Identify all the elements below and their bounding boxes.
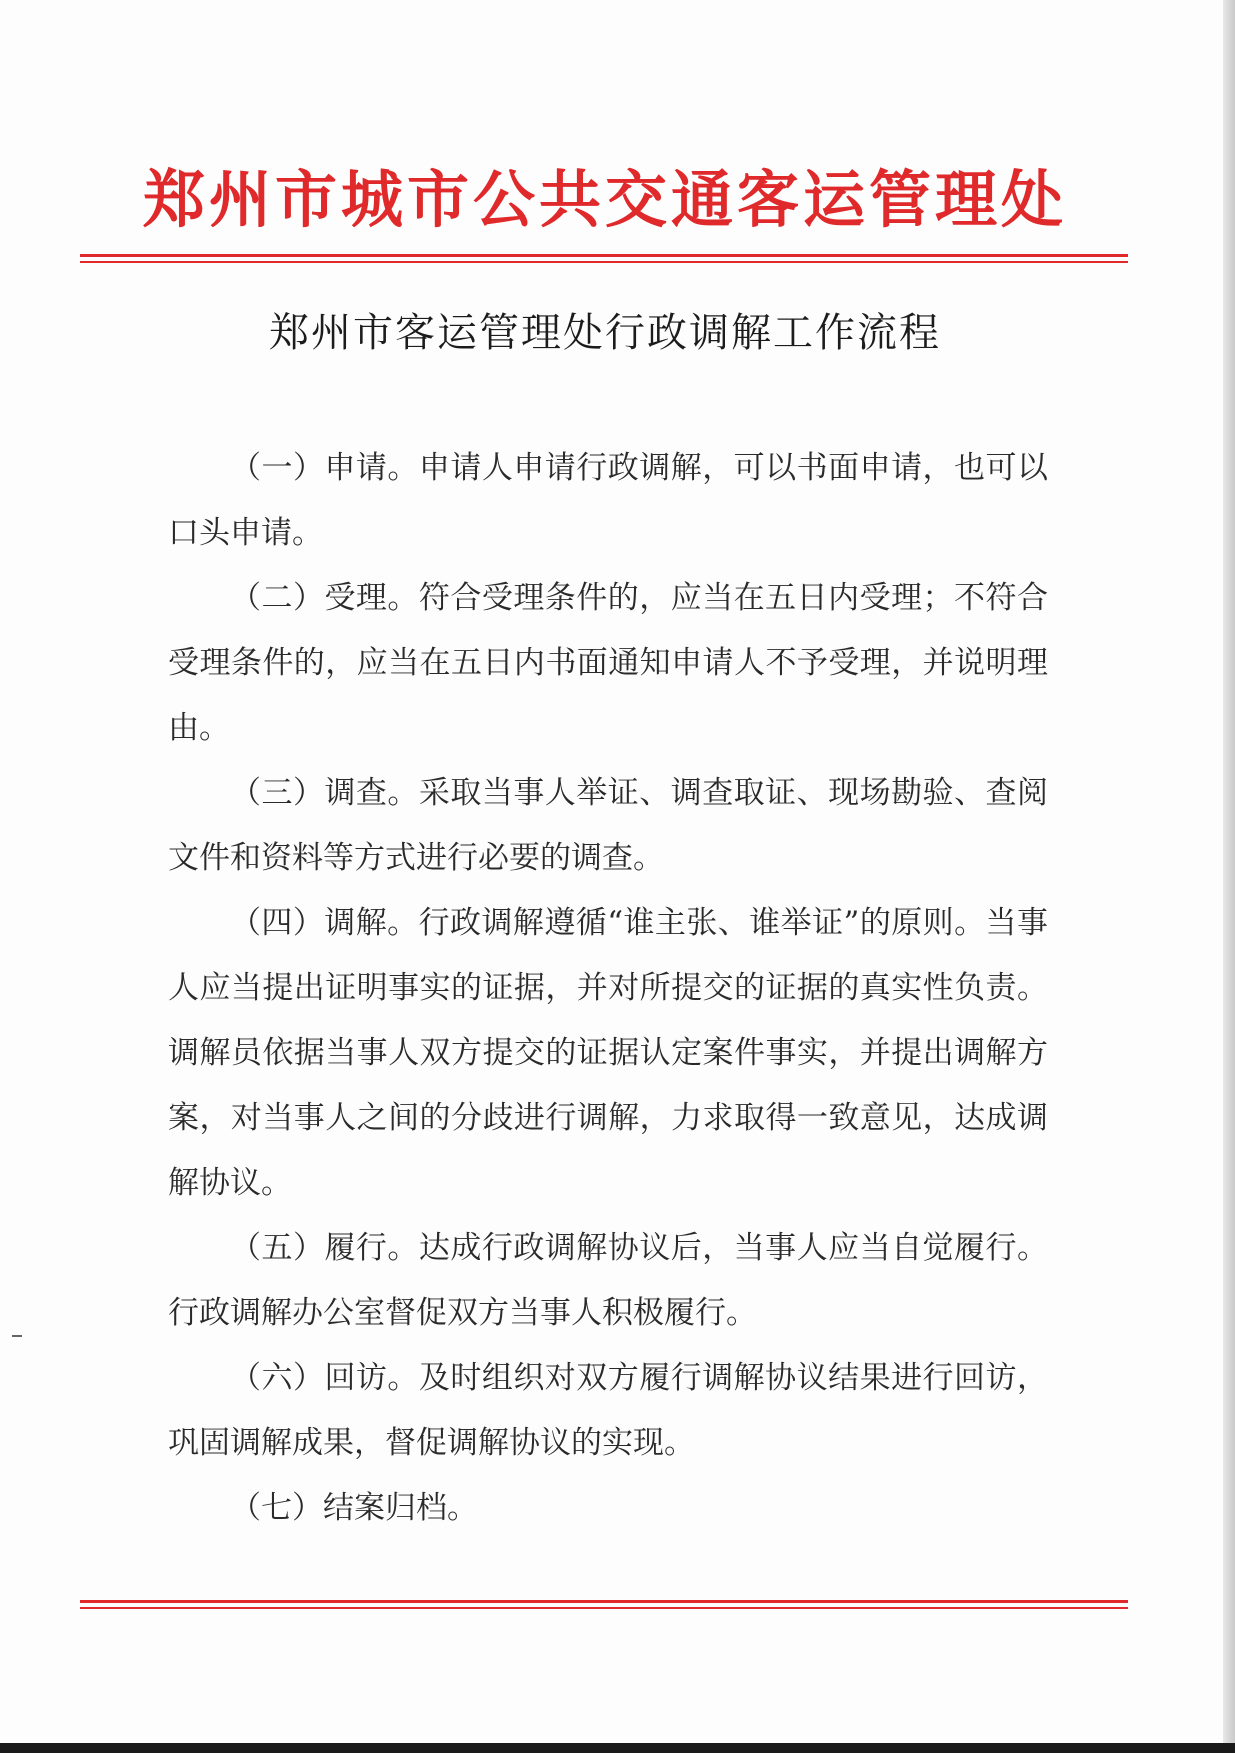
paragraph-archiving: （七）结案归档。 — [230, 1490, 478, 1526]
paragraph-investigation: （三）调查。采取当事人举证、调查取证、现场勘验、查阅文件和资料等方式进行必要的调查。 — [168, 775, 1048, 876]
scan-edge-right — [1223, 0, 1235, 1753]
scan-mark — [12, 1335, 22, 1337]
paragraph-acceptance: （二）受理。符合受理条件的，应当在五日内受理；不符合受理条件的，应当在五日内书面通知申请人不予受理，并说明理由。 — [168, 580, 1048, 746]
letterhead-title: 郑州市城市公共交通客运管理处 — [142, 163, 1067, 236]
document-body — [168, 436, 1048, 1541]
paragraph-mediation: （四）调解。行政调解遵循“谁主张、谁举证”的原则。当事人应当提出证明事实的证据，并对所提交的证据的真实性负责。调解员依据当事人双方提交的证据认定案件事实，并提出调解方案，对当事人之间的分歧进行调解，力求取得一致意见，达成调解协议。 — [168, 905, 1048, 1201]
paragraph-performance: （五）履行。达成行政调解协议后，当事人应当自觉履行。行政调解办公室督促双方当事人积极履行。 — [168, 1230, 1048, 1331]
paragraph-follow-up: （六）回访。及时组织对双方履行调解协议结果进行回访，巩固调解成果，督促调解协议的实现。 — [168, 1360, 1048, 1461]
letterhead-divider — [80, 254, 1128, 263]
scan-edge-bottom — [0, 1743, 1235, 1753]
paragraph-application: （一）申请。申请人申请行政调解，可以书面申请，也可以口头申请。 — [168, 450, 1048, 551]
document-title: 郑州市客运管理处行政调解工作流程 — [269, 310, 941, 356]
footer-divider — [80, 1600, 1128, 1609]
